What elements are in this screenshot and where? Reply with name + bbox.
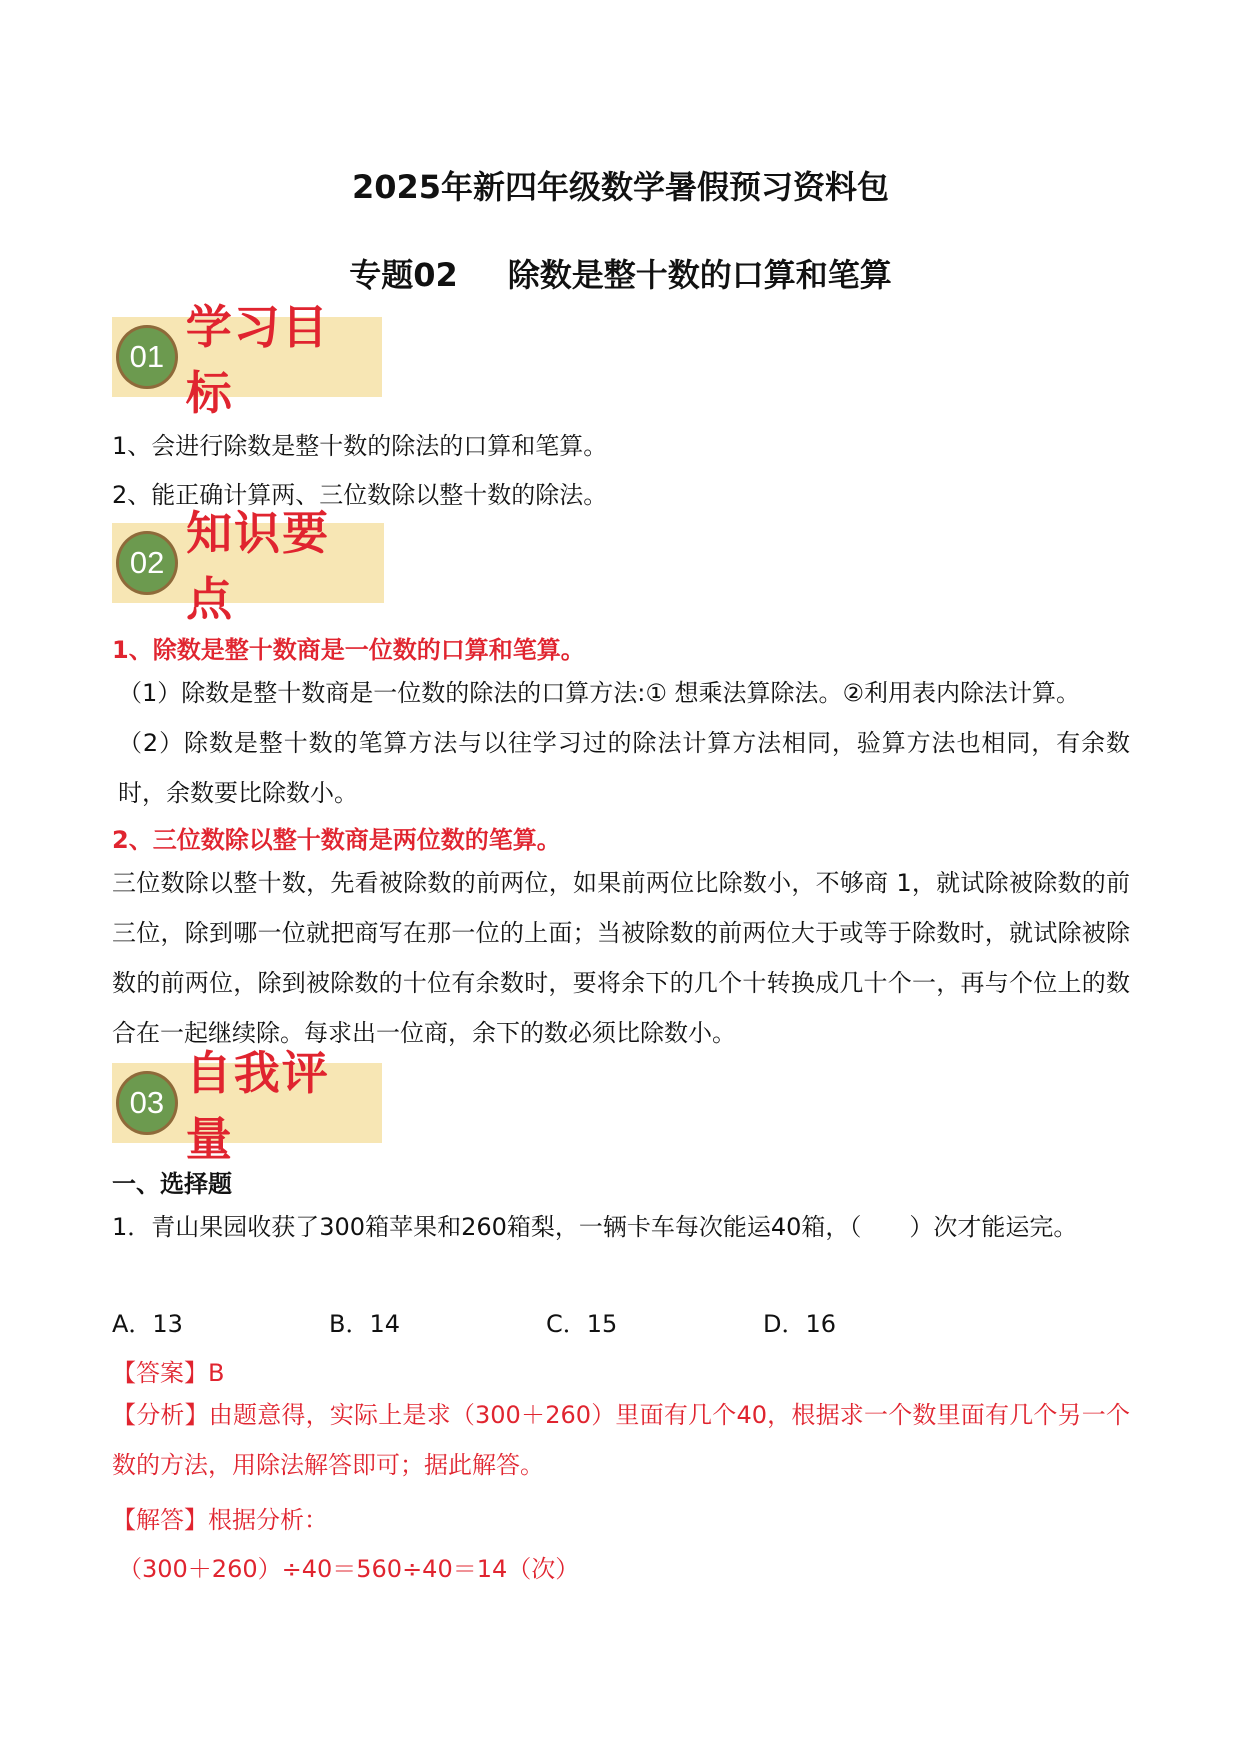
section-number: 01 [116,325,178,389]
doc-title: 2025年新四年级数学暑假预习资料包 [351,168,890,206]
answer-line: 【答案】B [112,1359,225,1387]
section-number: 03 [116,1071,178,1135]
option-d: D．16 [763,1310,837,1338]
topic-number: 专题02 [349,256,458,294]
analysis-text: 【分析】由题意得，实际上是求（300＋260）里面有几个40，根据求一个数里面有几个另一个数的方法，用除法解答即可；据此解答。 [112,1401,1130,1479]
quiz-section-title: 一、选择题 [112,1170,232,1198]
section-badge-goals [112,300,382,420]
section-badge-self-assessment [112,1046,382,1166]
knowledge-heading-1: 1、除数是整十数商是一位数的口算和笔算。 [112,636,585,664]
option-a: A．13 [112,1310,183,1338]
knowledge-heading-2: 2、三位数除以整十数商是两位数的笔算。 [112,826,561,854]
topic-title [0,250,1241,296]
section-label: 自我评量 [185,1046,330,1166]
knowledge-point-2: （2）除数是整十数的笔算方法与以往学习过的除法计算方法相同，验算方法也相同，有余数时，余数要比除数小。 [118,729,1130,807]
question-options [112,1308,980,1340]
goal-item: 1、会进行除数是整十数的除法的口算和笔算。 [112,432,608,460]
section-label: 知识要点 [186,506,331,626]
goal-item: 2、能正确计算两、三位数除以整十数的除法。 [112,481,608,509]
knowledge-point-1: （1）除数是整十数商是一位数的除法的口算方法:① 想乘法算除法。②利用表内除法计算。 [118,679,1081,707]
knowledge-point-3: 三位数除以整十数，先看被除数的前两位，如果前两位比除数小，不够商 1，就试除被除数的前三位，除到哪一位就把商写在那一位的上面；当被除数的前两位大于或等于除数时，就试除被除数的前两位，除到被除数的十位有余数时，要将余下的几个十转换成几十个一，再与个位上的数合在一起继续除。每求出一位商，余下的数必须比除数小。 [112,869,1130,1047]
section-label: 学习目标 [185,300,330,420]
section-number: 02 [116,531,178,595]
option-b: B．14 [329,1310,401,1338]
section-badge-knowledge [112,506,384,626]
question-1: 1．青山果园收获了300箱苹果和260箱梨，一辆卡车每次能运40箱，（ ）次才能运完。 [112,1213,1078,1241]
solution-label: 【解答】根据分析： [112,1506,328,1534]
solution-formula: （300＋260）÷40＝560÷40＝14（次） [118,1555,580,1583]
topic-name: 除数是整十数的口算和笔算 [507,256,892,294]
option-c: C．15 [546,1310,618,1338]
